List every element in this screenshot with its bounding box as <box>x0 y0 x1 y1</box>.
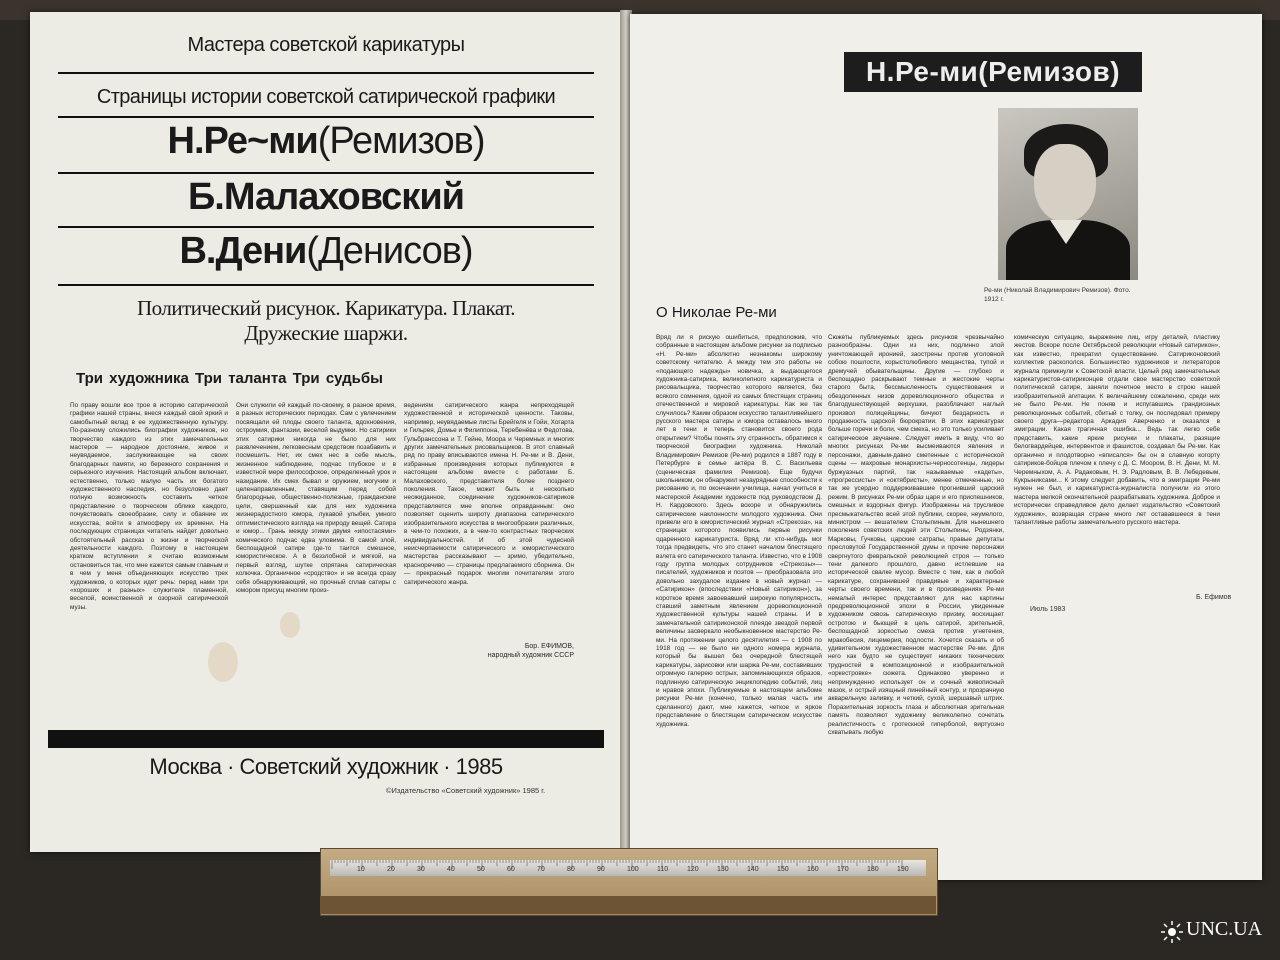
paper-stain <box>280 612 300 638</box>
portrait-photo <box>998 108 1138 280</box>
ruler-number: 50 <box>477 866 485 873</box>
genres-line2: Дружеские шаржи. <box>244 321 408 345</box>
signature-title: народный художник СССР <box>487 652 574 659</box>
ruler-number: 140 <box>747 866 759 873</box>
rule <box>58 284 594 286</box>
rule <box>58 72 594 74</box>
photo-caption: Ре-ми (Николай Владимирович Ремизов). Фото. 1912 г. <box>984 287 1131 303</box>
genres-line1: Политический рисунок. Карикатура. Плакат. <box>136 296 516 320</box>
signature <box>404 642 574 660</box>
intro-column-2: Они служили ей каждый по-своему, в разное время, в разных исторических периодах. Сам с увлечением посвящали ей плоды своего таланта, вдохновения, остроумия, фантазии, веселой выдумки. Но сатирики этих сатирики никогда не было для них развлечением, легковесным средством позабавить и посмешить. Нет, их смех нес в себе мысль, жизненное наблюдение, подчас глубокое и в известной мере философское, определенный урок и назидание. Их смех бывал и оружием, могучим и целенаправленным, ставящим перед собой благородные, общественно-полезные, гражданские цели, свершенный как для них художника жизнерадостного юмора, лукавой улыбки, умного оптимистического взгляда на природу вещей. Сатира и юмор... Грань между этими двумя «ипостасями» комического подчас едва уловима. В самой злой, беспощадной сатире где-то таится смешное, юмористическое. А в беззлобной и мягкой, на первый взгляд, шутке спрятана сатирическая колючка. Органичное «сродство» и не всегда сразу себя обнаруживающий, но прочный сплав сатиры с юмором присущ многим произ- <box>236 402 396 594</box>
article-author: Б. Ефимов <box>1196 594 1232 601</box>
artist-remi <box>30 120 622 163</box>
ruler-number: 160 <box>807 866 819 873</box>
rule <box>58 172 594 174</box>
subtitle: Страницы истории советской сатирической графики <box>96 86 556 108</box>
ruler-number: 40 <box>447 866 455 873</box>
publisher-line: Москва · Советский художник · 1985 <box>149 754 503 779</box>
ruler-number: 80 <box>567 866 575 873</box>
header-title: Н.Ре-ми(Ремизов) <box>865 56 1121 87</box>
genres <box>30 296 622 346</box>
bottom-bar <box>48 730 604 748</box>
ruler-number: 170 <box>837 866 849 873</box>
series-title: Мастера советской карикатуры <box>187 34 465 56</box>
ruler-number: 60 <box>507 866 515 873</box>
intro-column-1: По праву вошли все трое в историю сатирической графики нашей страны, внеся каждый свой яркий и самобытный вклад в ее художественную культуру. По-разному сложились биографии художников, но творчество каждого из этих замечательных мастеров — народное достояние, живое и неувядаемое, заслуживающее на своих благодарных памяти, но бережного сохранения и серьезного изучения. Настоящий альбом включает, естественно, только малую часть их богатого художественного наследия, но безусловно дает полную возможность составить четкое представление о творческом облике каждого, почувствовать своеобразие, силу и обаяние их искусства, войти в атмосферу их времени. На последующих страницах читатель найдет довольно обстоятельный рассказ о жизни и творческой деятельности каждого. Поэтому в настоящем кратком вступлении я считаю возможным остановиться так, что мне кажется самым главным и в чем у меня объединяющих искусство трех художников, о которых идет речь: перед нами три «хороших и разных» служителя пламенной, веселой, воинственной и озорной сатирической музы. <box>70 402 228 611</box>
article-column-3: комическую ситуацию, выражение лиц, игру деталей, пластику жестов. Вскоре после Октябрьской революции «Новый сатирикон», как известно, прекратил существование. Сатириконовский коллектив раскололся. Большинство художников и литераторов журнала примкнули к Советской власти. Целый ряд замечательных карикатуристов-сатириконцев отдали свое мастерство советской политической сатире, заняли почетное место в строю нашей изобразительной агитации. К величайшему сожалению, среди них не было Ре-ми. Не поняв и испугавшись грандиозных революционных событий, сбитый с толку, он последовал примеру своего друга—редактора Аркадия Аверченко и оказался в эмиграции. Какая трагичная ошибка... Ведь так легко себе представить, какие яркие рисунки и плакаты, разящие белогвардейцев, интервентов и фашистов, создавал бы Ре-ми. Как органично и плодотворно «вписался» бы он в славную когорту сатириков-бойцов плечом к плечу с Д. С. Моором, В. Н. Дени, М. М. Черемныхом, А. А. Радаковым, Н. Э. Радловым, В. В. Лебедевым, Кукрыниксами... К этому следует добавить, что в эмиграции Ре-ми нужен не был, и карикатуриста-журналиста получили из этого мастера мелкой окончательной разрабатывать художника. Доброе и исторически справедливое дело делает издательство «Советский художник», возвращая стране много лет остававшееся в тени талантливые работы замечательного русского мастера. <box>1014 334 1220 526</box>
ruler-number: 130 <box>717 866 729 873</box>
article-column-1: Вряд ли я рискую ошибиться, предположив, что собранные в настоящем альбоме рисунки за подписью «Н. Ре-ми» абсолютно незнакомы широкому советскому читателю. А между тем это работы не «подающего надежды» новичка, а выдающегося художника-сатирика, великолепного карикатуриста и рисовальщика, творчество которого является, без всякого сомнения, одной из самых блестящих страниц отечественной и мировой карикатуры. Как же так случилось? Каким образом искусство талантливейшего русского мастера сатиры и юмора оставалось много лет в тени и теперь становится своего рода открытием? Чтобы понять эту странность, обратимся к творческой биографии художника. Николай Владимирович Ремизов (Ре-ми) родился в 1887 году в Петербурге в семье актёра В. С. Васильева (сценическая фамилия Ремизов). Еще будучи школьником, он обнаружил незаурядные способности к рисованию и, по окончании училища, начал учиться в мастерской Академии художеств под руководством Д. Н. Кардовского. Здесь вскоре и обнаружились сатирические наклонности молодого художника. Они привели его в юмористический журнал «Стрекоза», на страницах которого появились первые рисунки одаренного карикатуриста. Вряд ли кто-нибудь мог тогда предвидеть, что это станет началом блестящего взлета его сатирического таланта. Известно, что в 1908 году группа молодых сотрудников «Стрекозы»—писателей, художников и поэтов — преобразовала это довольно захудалое издание в новый журнал — «Сатирикон» (впоследствии «Новый сатирикон»), за короткое время завоевавший широкую популярность, ставший заметным явлением дореволюционной художественной культуры нашей страны. И в замечательной сатириконской плеяде звездой первой величины засверкало необыкновенное мастерство Ре-ми. На протяжении целого десятилетия — с 1908 по 1918 год — не было ни одного номера журнала, который бы вышел без очередной блестящей карикатуры, зарисовки или шаржа Ре-ми, составивших огромную галерею острых, запоминающихся образов, подлинную сатирическую энциклопедию событий, лиц и нравов эпохи. Публикуемые в настоящем альбоме рисунки Ре-ми (конечно, только малая часть им сделанного) дают, мне кажется, четкое и яркое представление о блестящем сатирическом искусстве художника. <box>656 334 822 728</box>
photo-face <box>1034 144 1096 222</box>
ruler-number: 70 <box>537 866 545 873</box>
ruler-number: 180 <box>867 866 879 873</box>
artist-name: Б.Малаховский <box>187 176 465 218</box>
ruler-edge <box>320 896 936 914</box>
article-column-2: Сюжеты публикуемых здесь рисунков чрезвычайно разнообразны. Одни из них, подлинно злой уничтожающей иронией, заострены против уголовной собою пошлости, корыстолюбивого мещанства, тупой и дремучей обывательщины. Другие — глубоко и беспощадно раскрывают темные и жестокие черты старого быта, бессмысленность существования и обездоленных низов дореволюционного общества и благодушествующей верхушки, разоблачают наглый произвол полицейщины, бичуют бездарность и продажность царской бюрократии. В этих карикатурах больше горечи и боли, чем смеха, но это только усиливает сатирическое звучание. Следует иметь в виду, что во многих рисунках Ре-ми высмеиваются явления и персонажи, давным-давно сметенные с исторической сцены — махровые монархисты-черносотенцы, лидеры буржуазных партий, так называемые «кадеты», «прогрессисты» и «октябристы», менее отмеченные, но так же усердно поддерживавшие прогнивший царский режим. В рисунках Ре-ми образ царя и его приспешников, смешных и вздорных фигур. Изображены на трусливое пресмыкательство всей этой публики, скорее, неумелого, министром — вешателем Столыпиным. Для нынешнего поколения советских людей эти Столыпины, Родзянки, Марковы, Гучковы, царские сатрапы, правые депутаты пресловутой Государственной думы и прочие персонажи свергнутого февральской революцией строя — только тени далекого прошлого, давно истлевшие на исторической свалке мусор. Вместе с тем, как в любой карикатуре, сохранившей правдивые и характерные черты своего времени, так и в произведениях Ре-ми немалый интерес представляют для нас картины предреволюционной эпохи в России, увиденные художником сквозь сатирическую призму, восхищает остротою и бьющей в цель сатирой, зрительной, беспощадной зоркостью смеха против угнетения, мракобесия, лицемерия, подлости. Хочется сказать и об удивительном художественном мастерстве Ре-ми. Для него как будто не существует никаких технических трудностей в композиционной и изобразительной «оркестровке» сюжета. Одинаково уверенно и непринужденно использует он и сочный живописный мазок, и острый изящный линейный контур, и прозрачную акварельную заливку, и четкий, сухой, шершавый штрих. Поразительная зоркость глаза и абсолютная зрительная память позволяют художнику великолепно сочетать реалистичность с гротескной гиперболой, виртуозно схватывать любую <box>828 334 1004 737</box>
artist-paren: (Денисов) <box>306 230 473 272</box>
copyright: ©Издательство «Советский художник» 1985 г. <box>386 786 546 795</box>
artist-paren: (Ремизов) <box>317 120 485 162</box>
ruler-number: 10 <box>357 866 365 873</box>
artist-name: В.Дени <box>179 230 307 272</box>
ruler-number: 30 <box>417 866 425 873</box>
intro-column-3: ведениям сатирического жанра непреходящей художественной и исторической ценности. Таковы, например, неувядаемые листы Брейгеля и Гойи, Хогарта и Гильрея, Домье и Филиппона, Теребенёва и Федотова, Гульбранссона и Т. Гейне, Моора и Черемных и многих других замечательных рисовальщиков. В этот славный ряд по праву вписываются имена Н. Ре-ми и В. Дени, избранные произведения которых публикуются в настоящем альбоме вместе с работами Б. Малаховского, представителя более позднего поколения. Такое, может быть и несколько неожиданное, соединение художников-сатириков представляется мне вполне оправданным: оно позволяет оценить широту диапазона сатирического изобразительного искусства в многообразии различных, в чем-то похожих, а в чем-то контрастных творческих индивидуальностей. И об этой чудесной неисчерпаемости сатирического и юмористического мастерства рассказывают — зримо, убедительно, красноречиво — страницы предлагаемого сборника. Он — прекрасный подарок многим почитателям этого сатирического жанра. <box>404 402 574 586</box>
ruler-number: 150 <box>777 866 789 873</box>
three-artists-heading: Три художника Три таланта Три судьбы <box>76 370 383 387</box>
artist-malakhovsky <box>30 176 622 219</box>
artist-deni <box>30 230 622 273</box>
watermark <box>1160 910 1280 950</box>
ruler-number: 90 <box>597 866 605 873</box>
signature-name: Бор. ЕФИМОВ, <box>524 643 574 650</box>
rule <box>58 116 594 118</box>
paper-stain <box>208 642 238 682</box>
right-page-header <box>844 52 1142 92</box>
rule <box>58 226 594 228</box>
ruler-number: 190 <box>897 866 909 873</box>
article-date: Июль 1983 <box>1030 606 1066 613</box>
ruler <box>320 848 940 918</box>
about-heading: О Николае Ре-ми <box>656 304 777 321</box>
ruler-number: 120 <box>687 866 699 873</box>
ruler-number: 20 <box>387 866 395 873</box>
sun-logo-icon <box>1160 920 1184 944</box>
watermark-text: UNC.UA <box>1186 918 1263 940</box>
ruler-number: 110 <box>657 866 669 873</box>
left-page-content <box>30 12 622 852</box>
ruler-number: 100 <box>627 866 639 873</box>
artist-name: Н.Ре~ми <box>167 120 318 162</box>
